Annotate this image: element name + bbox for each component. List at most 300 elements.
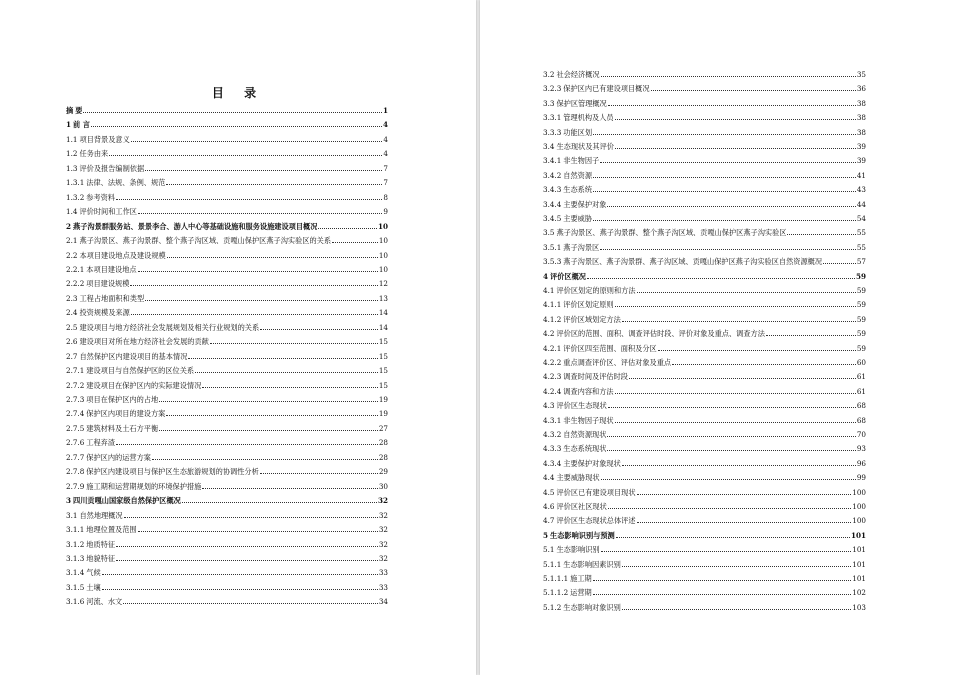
- toc-entry: [66, 117, 388, 129]
- toc-leader-dots: [202, 488, 378, 489]
- toc-entry-title: 建设项目在保护区内的实际建设情况: [86, 380, 202, 390]
- toc-entry-title: 调查内容和方法: [563, 386, 614, 396]
- toc-leader-dots: [260, 473, 378, 474]
- toc-entry: [543, 470, 866, 482]
- toc-leader-dots: [131, 314, 378, 315]
- toc-entry-title: 自然资源现状: [563, 430, 607, 439]
- toc-leader-dots: [131, 141, 383, 142]
- toc-entry-number: 4.3.4: [543, 458, 562, 468]
- toc-entry-page: 35: [856, 70, 866, 79]
- toc-entry: [543, 427, 866, 439]
- toc-entry-title: 项目在保护区内的占地: [86, 395, 159, 404]
- toc-entry-title: 地理位置及范围: [86, 525, 137, 535]
- toc-entry: [66, 479, 388, 491]
- toc-entry-title: 地貌特征: [86, 553, 116, 563]
- toc-entry-page: 55: [856, 242, 866, 252]
- toc-entry-title: 要: [75, 106, 83, 115]
- toc-leader-dots: [260, 329, 378, 330]
- toc-leader-dots: [593, 220, 856, 221]
- toc-entry-number: 3.3.1: [543, 113, 562, 123]
- toc-entry-page: 59: [856, 300, 866, 310]
- toc-entry-page: 15: [378, 366, 388, 376]
- toc-entry-number: 4.3.1: [543, 415, 562, 425]
- toc-entry-title: 评价区已有建设项目现状: [556, 487, 636, 497]
- toc-entry-title: 生态影响识别与预测: [550, 530, 615, 540]
- toc-leader-dots: [637, 494, 852, 495]
- toc-leader-dots: [91, 126, 382, 127]
- toc-entry-number: 2.7.3: [66, 395, 85, 404]
- toc-entry-number: 3.1.6: [66, 597, 85, 607]
- toc-entry-number: 4.5: [543, 487, 555, 497]
- toc-entry-number: 1.3: [66, 163, 78, 173]
- toc-entry-number: 1.3.1: [66, 178, 85, 188]
- toc-leader-dots: [787, 234, 855, 235]
- toc-entry-page: 14: [378, 308, 388, 318]
- toc-entry-page: 59: [856, 343, 866, 353]
- toc-entry-page: 36: [856, 84, 866, 94]
- toc-entry: [66, 161, 388, 173]
- toc-entry: [543, 297, 866, 309]
- toc-leader-dots: [138, 531, 378, 532]
- toc-entry-page: 55: [856, 228, 866, 238]
- toc-entry-number: 2.7.6: [66, 438, 85, 448]
- toc-entry-title: 燕子沟景区、燕子沟景群、整个燕子沟区域、贡嘎山保护区燕子沟实验区的关系: [79, 236, 332, 246]
- toc-entry-page: 39: [856, 142, 866, 151]
- toc-entry-number: 3.2: [543, 70, 555, 79]
- toc-entry-number: 4.1.2: [543, 314, 562, 324]
- toc-leader-dots: [210, 343, 378, 344]
- toc-entry-page: 38: [856, 127, 866, 137]
- toc-leader-dots: [138, 213, 382, 214]
- toc-entry-page: 32: [377, 496, 388, 506]
- toc-entry-title: 管理机构及人员: [563, 113, 614, 123]
- toc-entry: [66, 421, 388, 433]
- toc-entry-page: 9: [383, 207, 388, 217]
- toc-leader-dots: [116, 560, 378, 561]
- toc-entry-title: 保护区内的运营方案: [86, 452, 151, 462]
- toc-entry-number: 5.1.1.2: [543, 588, 569, 598]
- toc-entry-number: 5.1.2: [543, 602, 562, 612]
- toc-entry-number: 3.4.1: [543, 156, 562, 166]
- toc-entry: [543, 269, 866, 281]
- toc-entry-title: 燕子沟景区、燕子沟景群、燕子沟区域、贡嘎山保护区燕子沟实验区自然资源概况: [563, 257, 823, 267]
- toc-leader-dots: [159, 401, 378, 402]
- toc-entry: [543, 585, 866, 597]
- toc-entry-page: 13: [378, 293, 388, 303]
- toc-entry-number: 4.4: [543, 473, 555, 483]
- toc-entry-page: 4: [382, 120, 388, 130]
- toc-entry-title: 建设项目与地方经济社会发展规划及相关行业规划的关系: [79, 322, 260, 332]
- toc-leader-dots: [672, 364, 856, 365]
- toc-entry-title: 社会经济概况: [556, 70, 600, 79]
- toc-entry-number: 5: [543, 530, 549, 540]
- toc-entry-title: 评价区生态现状: [556, 401, 607, 411]
- toc-entry-number: 4.1: [543, 286, 555, 295]
- toc-leader-dots: [166, 184, 382, 185]
- toc-entry-number: 2.2.2: [66, 279, 85, 289]
- toc-entry-page: 10: [378, 236, 388, 246]
- toc-entry: [66, 551, 388, 563]
- toc-entry-title: 自然地理概况: [79, 510, 123, 520]
- toc-leader-dots: [116, 546, 378, 547]
- toc-entry-number: 1.4: [66, 207, 78, 217]
- toc-entry-title: 评价区的范围、面积、调查评估时段、评价对象及重点、调查方法: [556, 329, 765, 339]
- toc-entry-title: 建设项目对所在地方经济社会发展的贡献: [79, 337, 209, 347]
- toc-entry-page: 29: [378, 467, 388, 477]
- toc-entry-page: 96: [856, 458, 866, 468]
- toc-entry-page: 59: [856, 286, 866, 295]
- toc-entry: [66, 363, 388, 375]
- toc-leader-dots: [607, 436, 855, 437]
- toc-entry: [543, 499, 866, 511]
- toc-entry-page: 32: [378, 510, 388, 520]
- toc-entry: [543, 341, 866, 353]
- toc-entry-number: 2.7.4: [66, 409, 85, 419]
- toc-entry-title: 生态影响识别: [556, 545, 600, 555]
- toc-entry-page: 101: [852, 545, 866, 555]
- toc-leader-dots: [608, 407, 856, 408]
- toc-entry-page: 1: [382, 106, 388, 115]
- toc-entry-page: 59: [856, 314, 866, 324]
- toc-entry-page: 100: [852, 516, 866, 526]
- toc-leader-dots: [593, 191, 856, 192]
- toc-entry-page: 68: [856, 415, 866, 425]
- toc-leader-dots: [123, 603, 378, 604]
- toc-entry-title: 保护区内建设项目与保护区生态旅游规划的协调性分析: [86, 467, 259, 477]
- toc-entry-number: 3.1: [66, 510, 78, 520]
- toc-entry-page: 8: [383, 192, 388, 202]
- toc-entry-page: 38: [856, 113, 866, 123]
- toc-entry-title: 评价区四至范围、面积及分区: [563, 343, 657, 353]
- toc-entry-page: 38: [856, 98, 866, 108]
- toc-entry: [543, 197, 866, 209]
- toc-entry-title: 任务由来: [79, 149, 109, 159]
- toc-entry-title: 运营期: [570, 588, 592, 598]
- toc-entry: [543, 153, 866, 165]
- toc-leader-dots: [587, 278, 855, 279]
- toc-entry-page: 70: [856, 430, 866, 439]
- toc-entry: [66, 508, 388, 520]
- toc-leader-dots: [318, 228, 377, 229]
- toc-entry-number: 3.5.3: [543, 257, 562, 267]
- toc-entry-number: 3.4.3: [543, 185, 562, 195]
- toc-entry: [543, 413, 866, 425]
- toc-entry-number: 3: [66, 496, 72, 506]
- toc-entry-page: 93: [856, 444, 866, 454]
- toc-entry: [66, 320, 388, 332]
- toc-leader-dots: [823, 263, 856, 264]
- toc-entry-title: 生态影响因素识别: [563, 559, 621, 569]
- toc-leader-dots: [152, 459, 378, 460]
- toc-entry-number: 2.2: [66, 250, 78, 260]
- toc-entry-page: 10: [378, 250, 388, 260]
- toc-leader-dots: [615, 422, 856, 423]
- toc-leader-dots: [138, 271, 378, 272]
- toc-entry-number: 1.3.2: [66, 192, 85, 202]
- toc-entry-page: 44: [856, 199, 866, 209]
- toc-entry-page: 7: [383, 163, 388, 173]
- toc-entry: [543, 225, 866, 237]
- toc-entry-title: 生态系统现状: [563, 444, 607, 454]
- toc-leader-dots: [616, 537, 850, 538]
- toc-entry-title: 保护区内项目的建设方案: [86, 409, 166, 419]
- toc-entry: [543, 571, 866, 583]
- toc-leader-dots: [159, 430, 378, 431]
- toc-entry: [66, 305, 388, 317]
- toc-leader-dots: [608, 508, 852, 509]
- toc-entry-page: 60: [856, 358, 866, 367]
- toc-entry-page: 39: [856, 156, 866, 166]
- toc-entry-number: 2.7.1: [66, 366, 85, 376]
- toc-entry: [543, 240, 866, 252]
- toc-entry-page: 15: [378, 337, 388, 347]
- toc-entry: [66, 291, 388, 303]
- toc-entry-number: 4: [543, 271, 549, 281]
- toc-entry: [66, 175, 388, 187]
- toc-entry-page: 61: [856, 372, 866, 382]
- toc-entry-title: 生态现状及其评价: [556, 142, 614, 151]
- toc-entry: [543, 557, 866, 569]
- toc-entry: [66, 537, 388, 549]
- toc-leader-dots: [615, 119, 856, 120]
- toc-entry: [543, 326, 866, 338]
- toc-entry-page: 4: [383, 134, 388, 144]
- toc-entry-number: 摘: [66, 106, 74, 115]
- toc-leader-dots: [607, 206, 855, 207]
- toc-entry-title: 燕子沟景群服务站、景景李合、游人中心等基础设施和服务设施建设项目概况: [73, 221, 318, 231]
- toc-entry-page: 10: [377, 221, 388, 231]
- toc-entry: [66, 190, 388, 202]
- toc-leader-dots: [615, 306, 856, 307]
- toc-entry-title: 保护区内已有建设项目概况: [563, 84, 650, 94]
- toc-leader-dots: [202, 387, 378, 388]
- toc-entry-number: 4.3.3: [543, 444, 562, 454]
- toc-entry-page: 102: [852, 588, 866, 598]
- toc-entry-number: 3.5.1: [543, 242, 562, 252]
- toc-entry-page: 59: [856, 329, 866, 339]
- toc-entry: [543, 528, 866, 540]
- toc-entry: [66, 219, 388, 231]
- toc-entry-page: 28: [378, 438, 388, 448]
- toc-entry-number: 3.2.3: [543, 84, 562, 94]
- toc-entry: [66, 132, 388, 144]
- toc-entry-page: 57: [856, 257, 866, 267]
- toc-entry: [66, 594, 388, 606]
- toc-leader-dots: [615, 148, 856, 149]
- toc-entry: [66, 233, 388, 245]
- toc-entry-page: 4: [383, 149, 388, 159]
- toc-entry-page: 33: [378, 568, 388, 578]
- toc-entry-number: 4.2: [543, 329, 555, 339]
- toc-entry: [543, 542, 866, 554]
- toc-entry: [543, 125, 866, 137]
- toc-entry-title: 工程弃渣: [86, 438, 116, 448]
- toc-entry: [543, 182, 866, 194]
- toc-entry-number: 4.3: [543, 401, 555, 411]
- toc-leader-dots: [130, 285, 377, 286]
- toc-entry-page: 10: [378, 264, 388, 274]
- toc-leader-dots: [593, 134, 856, 135]
- toc-entry-title: 评价区划定原则: [563, 300, 614, 310]
- toc-entry-title: 参考资料: [86, 192, 116, 202]
- toc-entry: [543, 513, 866, 525]
- toc-leader-dots: [109, 155, 382, 156]
- toc-leader-dots: [601, 551, 852, 552]
- toc-entry-page: 15: [378, 351, 388, 361]
- toc-entry-number: 2.4: [66, 308, 78, 318]
- toc-entry: [543, 81, 866, 93]
- toc-entry-number: 3.1.5: [66, 582, 85, 592]
- toc-entry: [66, 522, 388, 534]
- toc-entry-number: 4.2.3: [543, 372, 562, 382]
- toc-entry-title: 前 言: [73, 120, 90, 130]
- toc-entry: [66, 146, 388, 158]
- toc-entry-number: 3.3.3: [543, 127, 562, 137]
- toc-entry: [66, 248, 388, 260]
- toc-entry: [543, 398, 866, 410]
- toc-entry-number: 4.2.1: [543, 343, 562, 353]
- toc-entry-title: 主要威胁现状: [556, 473, 600, 483]
- toc-leader-dots: [608, 105, 856, 106]
- toc-entry: [66, 392, 388, 404]
- toc-entry-page: 32: [378, 525, 388, 535]
- toc-entry-title: 法律、法规、条例、规范: [86, 178, 166, 188]
- toc-entry-title: 评价区社区现状: [556, 502, 607, 511]
- toc-entry-title: 气候: [86, 568, 101, 578]
- toc-entry-title: 地质特征: [86, 539, 116, 549]
- toc-leader-dots: [188, 358, 378, 359]
- toc-entry-title: 重点调查评价区、评估对象及重点: [563, 358, 672, 367]
- toc-entry-title: 本项目建设地点及建设规模: [79, 250, 166, 260]
- toc-entry: [543, 485, 866, 497]
- toc-entry-number: 1.2: [66, 149, 78, 159]
- toc-entry-title: 项目背景及意义: [79, 134, 130, 144]
- toc-entry: [66, 349, 388, 361]
- toc-entry-page: 99: [856, 473, 866, 483]
- toc-leader-dots: [600, 249, 856, 250]
- toc-entry-number: 4.6: [543, 502, 555, 511]
- toc-entry-number: 5.1.1: [543, 559, 562, 569]
- toc-entry-page: 7: [383, 178, 388, 188]
- toc-entry: [66, 565, 388, 577]
- toc-entry-page: 54: [856, 214, 866, 223]
- toc-entry: [543, 312, 866, 324]
- toc-entry-number: 3.4: [543, 142, 555, 151]
- toc-entry-number: 2.7.2: [66, 380, 85, 390]
- toc-title: 目 录: [211, 86, 265, 100]
- toc-leader-dots: [332, 242, 378, 243]
- toc-entry-title: 评价及报告编制依据: [79, 163, 145, 173]
- toc-entry: [66, 493, 388, 505]
- toc-leader-dots: [116, 444, 378, 445]
- toc-entry-page: 27: [378, 423, 388, 433]
- toc-entry-title: 非生物因子现状: [563, 415, 614, 425]
- toc-entry: [543, 110, 866, 122]
- toc-entry-page: 101: [852, 559, 866, 569]
- toc-entry-number: 2.7: [66, 351, 78, 361]
- toc-entry-title: 燕子沟景区、燕子沟景群、整个燕子沟区域、贡嘎山保护区燕子沟实验区: [556, 228, 787, 238]
- toc-entry-number: 4.2.4: [543, 386, 562, 396]
- toc-leader-dots: [593, 580, 852, 581]
- toc-leader-dots: [607, 450, 855, 451]
- toc-entry: [543, 600, 866, 612]
- toc-entry-number: 4.3.2: [543, 430, 562, 439]
- toc-entry: [543, 139, 866, 151]
- toc-entry: [543, 211, 866, 223]
- toc-entry-number: 4.1.1: [543, 300, 562, 310]
- toc-entry-number: 2.7.9: [66, 481, 85, 491]
- toc-entry-title: 主要保护对象: [563, 199, 607, 209]
- toc-entry-title: 四川贡嘎山国家级自然保护区概况: [73, 496, 181, 506]
- toc-entry: [66, 103, 388, 115]
- toc-entry-page: 32: [378, 539, 388, 549]
- toc-leader-dots: [116, 199, 382, 200]
- toc-leader-dots: [637, 522, 852, 523]
- toc-entry-title: 燕子沟景区: [563, 242, 600, 252]
- toc-page-right: [480, 0, 956, 675]
- toc-entry-title: 河流、水文: [86, 597, 123, 607]
- toc-leader-dots: [166, 415, 377, 416]
- toc-entry-title: 评价区域划定方法: [563, 314, 621, 324]
- toc-leader-dots: [651, 90, 856, 91]
- toc-entry-title: 主要保护对象现状: [563, 458, 621, 468]
- toc-entry-page: 12: [378, 279, 388, 289]
- toc-leader-dots: [622, 465, 856, 466]
- toc-entry-title: 项目建设规模: [86, 279, 130, 289]
- toc-leader-dots: [124, 517, 378, 518]
- toc-entry: [66, 262, 388, 274]
- toc-entry-number: 2: [66, 221, 72, 231]
- toc-leader-dots: [600, 162, 856, 163]
- toc-leader-dots: [615, 393, 856, 394]
- toc-entry-number: 3.5: [543, 228, 555, 238]
- toc-entry: [543, 369, 866, 381]
- toc-entry-page: 32: [378, 553, 388, 563]
- toc-entry-title: 功能区划: [563, 127, 593, 137]
- toc-entry-number: 2.5: [66, 322, 78, 332]
- toc-entry: [543, 254, 866, 266]
- toc-entry: [66, 378, 388, 390]
- toc-entry-number: 5.1.1.1: [543, 574, 569, 583]
- toc-entry-page: 103: [852, 602, 866, 612]
- toc-leader-dots: [622, 566, 851, 567]
- toc-leader-dots: [629, 378, 856, 379]
- toc-entry: [543, 67, 866, 79]
- toc-entry-page: 34: [378, 597, 388, 607]
- toc-entry-title: 评价区划定的原则和方法: [556, 286, 636, 295]
- toc-entry-number: 3.1.4: [66, 568, 85, 578]
- toc-entry-title: 评价时间和工作区: [79, 207, 137, 217]
- toc-entry-number: 3.4.5: [543, 214, 562, 223]
- toc-entry: [66, 276, 388, 288]
- toc-entry-number: 3.4.2: [543, 170, 562, 180]
- toc-entry-number: 1.1: [66, 134, 78, 144]
- toc-entry-page: 30: [378, 481, 388, 491]
- toc-entry: [543, 355, 866, 367]
- toc-entry-number: 3.1.1: [66, 525, 85, 535]
- toc-entry-page: 28: [378, 452, 388, 462]
- toc-entry-page: 19: [378, 409, 388, 419]
- toc-entry: [66, 334, 388, 346]
- toc-entry-title: 保护区管理概况: [556, 98, 607, 108]
- toc-entry-title: 施工期和运营期规划的环境保护措施: [86, 481, 202, 491]
- toc-entry-title: 本项目建设地点: [86, 264, 137, 274]
- toc-entry-page: 68: [856, 401, 866, 411]
- toc-entry-page: 100: [852, 487, 866, 497]
- toc-leader-dots: [593, 594, 852, 595]
- toc-leader-dots: [622, 321, 856, 322]
- toc-entry-title: 主要威胁: [563, 214, 593, 223]
